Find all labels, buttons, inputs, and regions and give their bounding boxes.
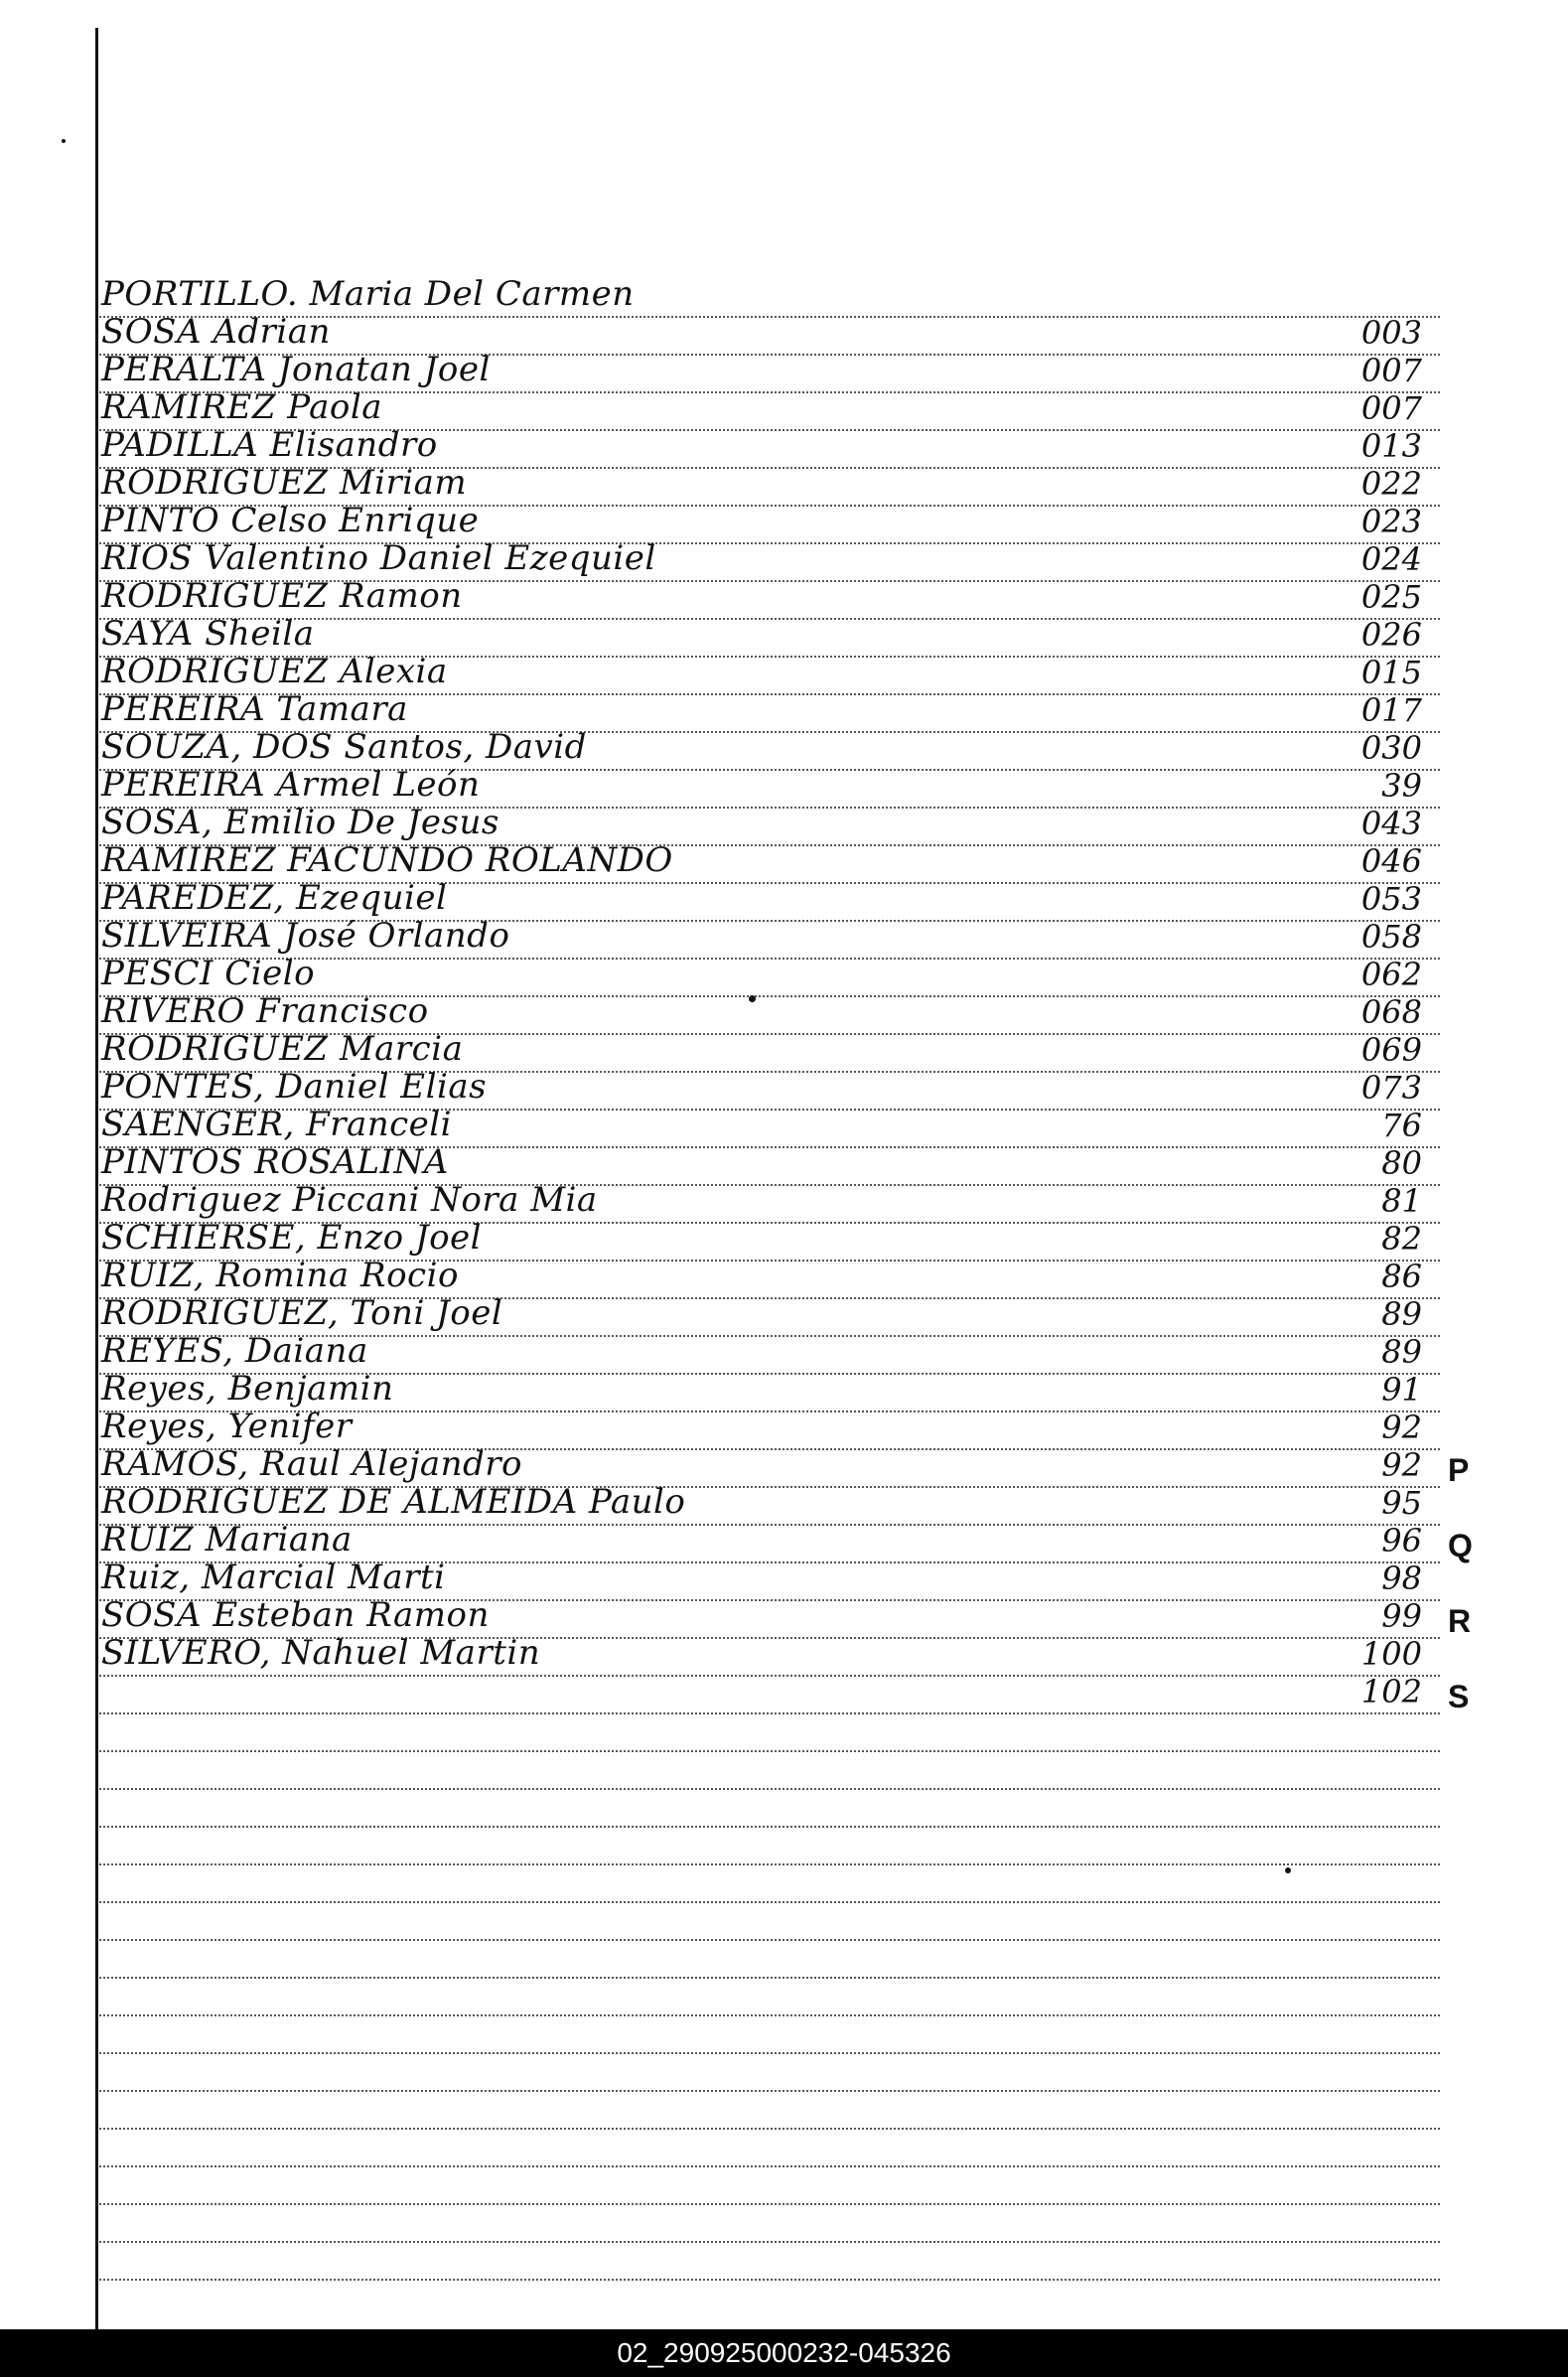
list-item: [101, 654, 1422, 693]
entry-number: 007: [1360, 389, 1422, 427]
entry-number: 92: [1381, 1446, 1422, 1484]
entry-name: Ruiz, Marcial Marti: [101, 1558, 446, 1597]
entry-number: 92: [1381, 1409, 1422, 1446]
ruled-line: [99, 1901, 1440, 1903]
list-item: [101, 389, 1422, 429]
list-item: [101, 578, 1422, 618]
speck: [62, 139, 66, 143]
entry-name: SCHIERSE, Enzo Joel: [101, 1218, 483, 1258]
list-item: [101, 918, 1422, 958]
entry-name: RIVERO Francisco: [101, 991, 429, 1031]
entry-number: 017: [1360, 691, 1422, 729]
entry-name: Reyes, Yenifer: [101, 1407, 353, 1446]
ruled-line: [99, 1712, 1440, 1714]
list-item: [101, 1635, 1422, 1675]
list-item: [101, 314, 1422, 354]
list-item: [101, 465, 1422, 505]
entry-number: 023: [1360, 503, 1422, 540]
entry-name: PORTILLO. Maria Del Carmen: [101, 274, 635, 314]
list-item: [101, 691, 1422, 731]
ruled-line: [99, 2128, 1440, 2130]
list-item: [101, 993, 1422, 1033]
entry-name: RODRIGUEZ Marcia: [101, 1029, 464, 1069]
entry-name: SILVEIRA José Orlando: [101, 916, 510, 956]
list-item: [101, 1673, 1422, 1712]
list-item: [101, 1069, 1422, 1109]
entry-name: Rodriguez Piccani Nora Mia: [101, 1180, 598, 1220]
ruled-line: [99, 1750, 1440, 1752]
entry-name: RODRIGUEZ Miriam: [101, 463, 468, 503]
entry-number: 96: [1381, 1522, 1422, 1560]
entry-name: PINTOS ROSALINA: [101, 1142, 449, 1182]
entry-number: 026: [1360, 616, 1422, 654]
entry-name: PADILLA Elisandro: [101, 425, 438, 465]
list-item: [101, 540, 1422, 580]
entry-number: 82: [1381, 1220, 1422, 1258]
entry-name: RODRIGUEZ Ramon: [101, 576, 463, 616]
entry-number: 98: [1381, 1560, 1422, 1597]
entry-name: RAMOS, Raul Alejandro: [101, 1444, 523, 1484]
entry-number: 39: [1381, 767, 1422, 805]
entry-number: 80: [1381, 1144, 1422, 1182]
speck: [749, 995, 756, 1002]
entry-name: Reyes, Benjamin: [101, 1369, 394, 1409]
entry-name: RODRIGUEZ, Toni Joel: [101, 1293, 503, 1333]
ruled-line: [99, 1863, 1440, 1865]
entry-number: 89: [1381, 1333, 1422, 1371]
ruled-line: [99, 2203, 1440, 2205]
entry-name: RODRIGUEZ DE ALMEIDA Paulo: [101, 1482, 686, 1522]
list-item: [101, 1144, 1422, 1184]
ruled-line: [99, 1788, 1440, 1790]
entry-number: 046: [1360, 842, 1422, 880]
list-item: [101, 616, 1422, 656]
letter-s: S: [1448, 1679, 1470, 1714]
list-item: [101, 1031, 1422, 1071]
list-item: [101, 352, 1422, 391]
list-item: [101, 503, 1422, 542]
entry-number: 024: [1360, 540, 1422, 578]
list-item: [101, 880, 1422, 920]
entry-number: 95: [1381, 1484, 1422, 1522]
entry-number: 025: [1360, 578, 1422, 616]
entry-number: 100: [1360, 1635, 1422, 1673]
list-item: [101, 805, 1422, 844]
entry-name: RAMIREZ FACUNDO ROLANDO: [101, 840, 673, 880]
list-item: [101, 1446, 1422, 1486]
entry-number: 058: [1360, 918, 1422, 956]
entry-number: 102: [1360, 1673, 1422, 1710]
entry-name: PESCI Cielo: [101, 954, 316, 993]
ruled-line: [99, 2090, 1440, 2092]
entry-name: PEREIRA Armel León: [101, 765, 481, 805]
entry-number: 89: [1381, 1295, 1422, 1333]
ruled-line: [99, 2241, 1440, 2243]
letter-q: Q: [1448, 1528, 1473, 1563]
list-item: [101, 767, 1422, 807]
entry-number: 043: [1360, 805, 1422, 842]
list-item: [101, 1258, 1422, 1297]
entry-name: SILVERO, Nahuel Martin: [101, 1633, 541, 1673]
entry-number: 91: [1381, 1371, 1422, 1409]
entry-name: PERALTA Jonatan Joel: [101, 350, 491, 389]
entry-name: REYES, Daiana: [101, 1331, 368, 1371]
ruled-line: [99, 2165, 1440, 2167]
list-item: [101, 276, 1422, 316]
entry-name: PINTO Celso Enrique: [101, 501, 480, 540]
list-item: [101, 1333, 1422, 1373]
entry-number: 99: [1381, 1597, 1422, 1635]
margin-line: [95, 28, 98, 2329]
list-item: [101, 1295, 1422, 1335]
entry-number: 022: [1360, 465, 1422, 503]
entry-name: RUIZ Mariana: [101, 1520, 353, 1560]
list-item: [101, 1182, 1422, 1222]
entry-name: PEREIRA Tamara: [101, 689, 408, 729]
list-item: [101, 956, 1422, 995]
list-item: [101, 1560, 1422, 1599]
list-item: [101, 842, 1422, 882]
entry-number: 073: [1360, 1069, 1422, 1107]
entry-number: 003: [1360, 314, 1422, 352]
entry-number: 81: [1381, 1182, 1422, 1220]
entry-number: 053: [1360, 880, 1422, 918]
list-item: [101, 1597, 1422, 1637]
list-item: [101, 1484, 1422, 1524]
ruled-line: [99, 1977, 1440, 1979]
entry-name: SOUZA, DOS Santos, David: [101, 727, 587, 767]
letter-r: R: [1448, 1603, 1472, 1639]
entry-name: SOSA Adrian: [101, 312, 331, 352]
entry-name: PAREDEZ, Ezequiel: [101, 878, 448, 918]
list-item: [101, 1220, 1422, 1260]
list-item: [101, 427, 1422, 467]
ruled-line: [99, 1939, 1440, 1941]
entry-number: 76: [1381, 1107, 1422, 1144]
entry-name: SAYA Sheila: [101, 614, 315, 654]
entry-number: 007: [1360, 352, 1422, 389]
entry-name: SOSA, Emilio De Jesus: [101, 803, 499, 842]
entry-number: 015: [1360, 654, 1422, 691]
entry-number: 030: [1360, 729, 1422, 767]
entry-name: RUIZ, Romina Rocio: [101, 1256, 459, 1295]
ruled-line: [99, 2052, 1440, 2054]
entry-number: 013: [1360, 427, 1422, 465]
list-item: [101, 1371, 1422, 1411]
entry-name: SOSA Esteban Ramon: [101, 1595, 490, 1635]
list-item: [101, 729, 1422, 769]
entry-number: 068: [1360, 993, 1422, 1031]
ruled-line: [99, 2279, 1440, 2281]
list-item: [101, 1522, 1422, 1561]
entry-number: 86: [1381, 1258, 1422, 1295]
letter-p: P: [1448, 1452, 1470, 1488]
entry-name: PONTES, Daniel Elias: [101, 1067, 488, 1107]
entry-number: 069: [1360, 1031, 1422, 1069]
speck: [1285, 1867, 1291, 1873]
entry-name: RODRIGUEZ Alexia: [101, 652, 448, 691]
ruled-line: [99, 1826, 1440, 1828]
entry-name: SAENGER, Franceli: [101, 1105, 453, 1144]
scan-footer: [0, 2329, 1568, 2377]
entry-name: RIOS Valentino Daniel Ezequiel: [101, 538, 656, 578]
scan-code: 02_290925000232-045326: [617, 2337, 951, 2368]
list-item: [101, 1409, 1422, 1448]
ruled-line: [99, 2014, 1440, 2016]
list-item: [101, 1107, 1422, 1146]
entry-name: RAMIREZ Paola: [101, 387, 382, 427]
entry-number: 062: [1360, 956, 1422, 993]
